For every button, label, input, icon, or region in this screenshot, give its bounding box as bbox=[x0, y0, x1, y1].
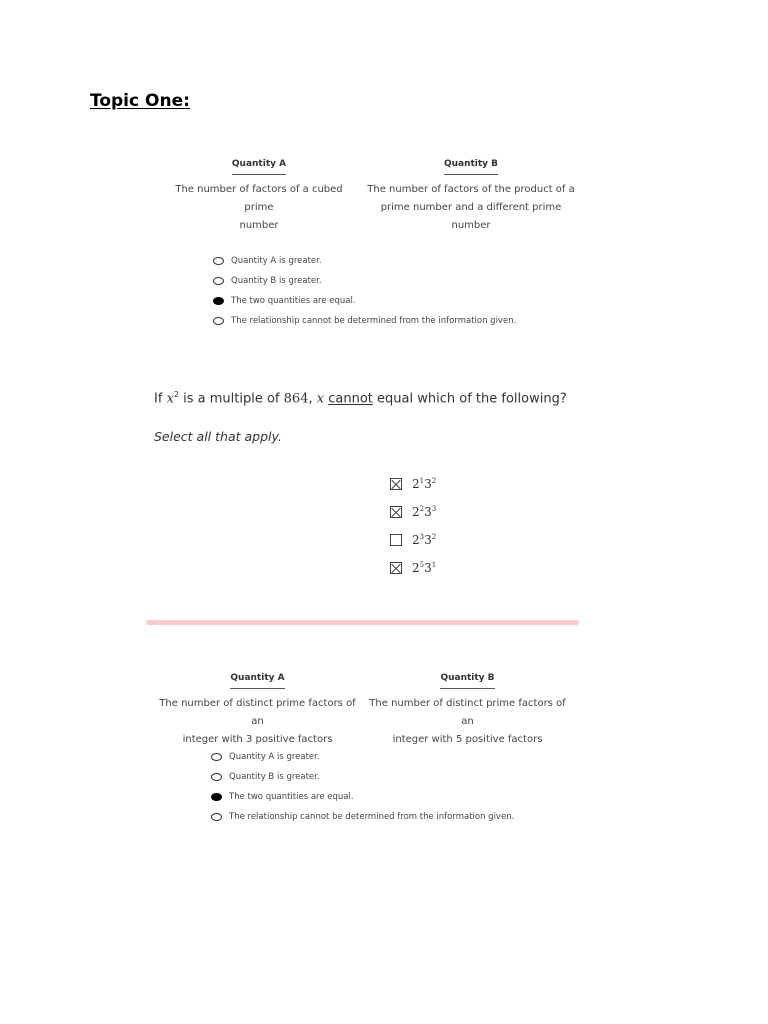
problem3-quantity-b bbox=[365, 669, 570, 749]
answer-choices bbox=[390, 470, 436, 582]
problem1-quantity-a bbox=[160, 155, 358, 235]
radio-button[interactable] bbox=[213, 317, 224, 325]
option-label: Quantity A is greater. bbox=[229, 752, 320, 762]
quantity-b-text-line: number bbox=[451, 220, 491, 231]
checkbox[interactable] bbox=[390, 562, 402, 574]
question-text bbox=[154, 390, 567, 406]
math-variable: x bbox=[166, 391, 174, 407]
quantity-b-label: Quantity B bbox=[440, 671, 494, 689]
comma: , bbox=[308, 391, 313, 407]
answer-option[interactable] bbox=[213, 291, 516, 311]
radio-button[interactable] bbox=[211, 793, 222, 801]
quantity-a-text-line: The number of factors of a cubed prime bbox=[175, 184, 343, 213]
problem3-quantity-a bbox=[155, 669, 360, 749]
instruction-text: Select all that apply. bbox=[154, 429, 282, 444]
quantity-a-label: Quantity A bbox=[232, 157, 286, 175]
answer-choice[interactable] bbox=[390, 526, 436, 554]
option-label: Quantity B is greater. bbox=[231, 276, 322, 286]
quantity-a-label: Quantity A bbox=[230, 671, 284, 689]
answer-option[interactable] bbox=[213, 311, 516, 331]
choice-expression: $2^33^2$ bbox=[412, 533, 437, 547]
problem3-options bbox=[211, 747, 514, 827]
option-label: The relationship cannot be determined from the information given. bbox=[229, 812, 515, 822]
question-fragment: is a multiple of bbox=[183, 391, 280, 407]
quantity-a-text-line: The number of distinct prime factors of an bbox=[159, 698, 356, 727]
quantity-b-text-line: The number of distinct prime factors of an bbox=[369, 698, 566, 727]
section-divider bbox=[146, 620, 579, 625]
radio-button[interactable] bbox=[213, 277, 224, 285]
page-heading: Topic One: bbox=[90, 91, 190, 111]
problem1-quantity-b bbox=[366, 155, 576, 235]
answer-option[interactable] bbox=[211, 787, 514, 807]
quantity-b-text-line: The number of factors of the product of a bbox=[367, 184, 575, 195]
quantity-b-label: Quantity B bbox=[444, 157, 498, 175]
quantity-a-text-line: integer with 3 positive factors bbox=[182, 734, 333, 745]
math-variable: x bbox=[316, 391, 325, 407]
emphasis-cannot: cannot bbox=[328, 391, 373, 407]
choice-expression: $2^53^1$ bbox=[412, 561, 437, 575]
quantity-a-text-line: number bbox=[239, 220, 279, 231]
option-label: The two quantities are equal. bbox=[231, 296, 356, 306]
choice-expression: $2^13^2$ bbox=[412, 477, 437, 491]
option-label: Quantity A is greater. bbox=[231, 256, 322, 266]
question-fragment: equal which of the following? bbox=[377, 391, 567, 407]
radio-button[interactable] bbox=[211, 813, 222, 821]
checkbox[interactable] bbox=[390, 478, 402, 490]
answer-option[interactable] bbox=[211, 747, 514, 767]
math-exponent: 2 bbox=[173, 390, 179, 399]
option-label: The two quantities are equal. bbox=[229, 792, 354, 802]
answer-choice[interactable] bbox=[390, 470, 436, 498]
radio-button[interactable] bbox=[213, 297, 224, 305]
answer-choice[interactable] bbox=[390, 498, 436, 526]
quantity-b-text-line: prime number and a different prime bbox=[380, 202, 562, 213]
problem1-options bbox=[213, 251, 516, 331]
checkbox[interactable] bbox=[390, 506, 402, 518]
radio-button[interactable] bbox=[211, 753, 222, 761]
checkbox[interactable] bbox=[390, 534, 402, 546]
question-word: If bbox=[154, 391, 163, 407]
radio-button[interactable] bbox=[211, 773, 222, 781]
answer-option[interactable] bbox=[213, 271, 516, 291]
answer-choice[interactable] bbox=[390, 554, 436, 582]
option-label: Quantity B is greater. bbox=[229, 772, 320, 782]
quantity-b-text-line: integer with 5 positive factors bbox=[392, 734, 543, 745]
math-number: 864 bbox=[283, 391, 309, 407]
answer-option[interactable] bbox=[211, 767, 514, 787]
answer-option[interactable] bbox=[213, 251, 516, 271]
radio-button[interactable] bbox=[213, 257, 224, 265]
option-label: The relationship cannot be determined from the information given. bbox=[231, 316, 517, 326]
choice-expression: $2^23^3$ bbox=[412, 505, 437, 519]
answer-option[interactable] bbox=[211, 807, 514, 827]
